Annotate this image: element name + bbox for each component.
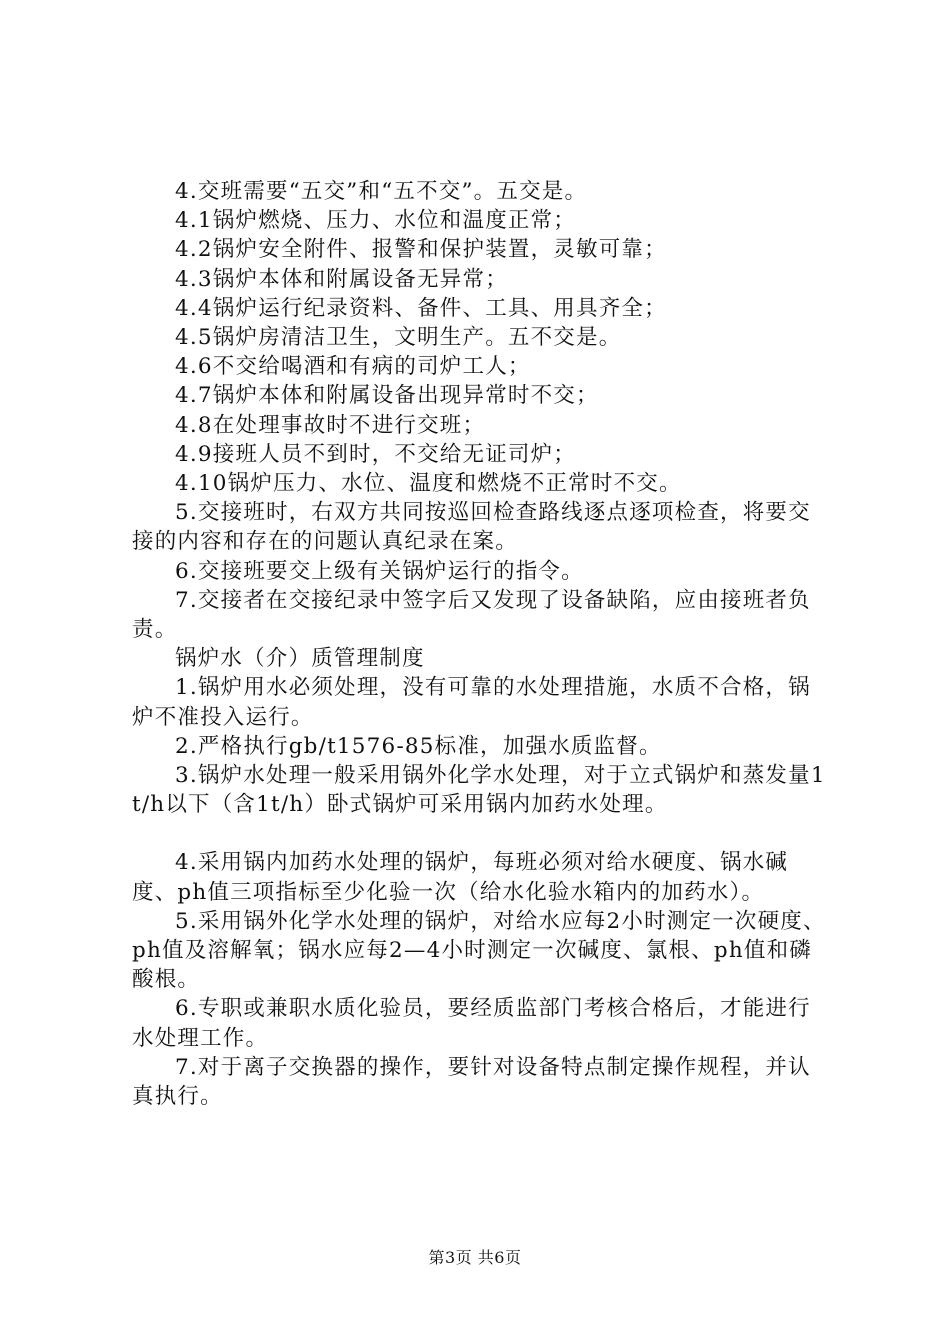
- paragraph: 6.交接班要交上级有关锅炉运行的指令。: [175, 558, 584, 584]
- paragraph: 1.锅炉用水必须处理，没有可靠的水处理措施，水质不合格，锅炉不准投入运行。: [132, 675, 811, 730]
- paragraph: 4.8在处理事故时不进行交班；: [175, 412, 486, 438]
- document-body: [132, 177, 832, 1111]
- paragraph: 4.10锅炉压力、水位、温度和燃烧不正常时不交。: [175, 471, 682, 497]
- section-heading: 锅炉水（介）质管理制度: [175, 646, 425, 672]
- paragraph: 4.9接班人员不到时，不交给无证司炉；: [175, 441, 576, 467]
- paragraph: 4.交班需要“五交”和“五不交”。五交是。: [175, 179, 588, 204]
- paragraph: 2.严格执行gb/t1576-85标准，加强水质监督。: [175, 733, 662, 759]
- paragraph: 4.采用锅内加药水处理的锅炉，每班必须对给水硬度、锅水碱度、ph值三项指标至少化验一次（给水化验水箱内的加药水）。: [132, 850, 789, 905]
- paragraph: 4.2锅炉安全附件、报警和保护装置，灵敏可靠；: [175, 237, 667, 263]
- paragraph: 4.4锅炉运行纪录资料、备件、工具、用具齐全；: [175, 295, 667, 321]
- paragraph: 7.交接者在交接纪录中签字后又发现了设备缺陷，应由接班者负责。: [132, 587, 811, 643]
- page-number-footer: 第3页 共6页: [428, 1248, 522, 1267]
- paragraph: 4.6不交给喝酒和有病的司炉工人；: [175, 354, 531, 380]
- paragraph-gap: [132, 819, 832, 848]
- paragraph: 5.采用锅外化学水处理的锅炉，对给水应每2小时测定一次硬度、ph值及溶解氧；锅水应每2—4小时测定一次碱度、氯根、ph值和磷酸根。: [132, 908, 826, 993]
- paragraph: 5.交接班时，右双方共同按巡回检查路线逐点逐项检查，将要交接的内容和存在的问题认真纪录在案。: [132, 500, 811, 555]
- paragraph: 4.7锅炉本体和附属设备出现异常时不交；: [175, 383, 599, 409]
- paragraph: 4.3锅炉本体和附属设备无异常；: [175, 266, 508, 292]
- paragraph: 3.锅炉水处理一般采用锅外化学水处理，对于立式锅炉和蒸发量1t/h以下（含1t/h）卧式锅炉可采用锅内加药水处理。: [132, 763, 826, 818]
- paragraph: 6.专职或兼职水质化验员，要经质监部门考核合格后，才能进行水处理工作。: [132, 996, 811, 1051]
- paragraph: 4.1锅炉燃烧、压力、水位和温度正常；: [175, 208, 576, 234]
- paragraph: 4.5锅炉房清洁卫生，文明生产。五不交是。: [175, 325, 622, 351]
- paragraph: 7.对于离子交换器的操作，要针对设备特点制定操作规程，并认真执行。: [132, 1054, 811, 1110]
